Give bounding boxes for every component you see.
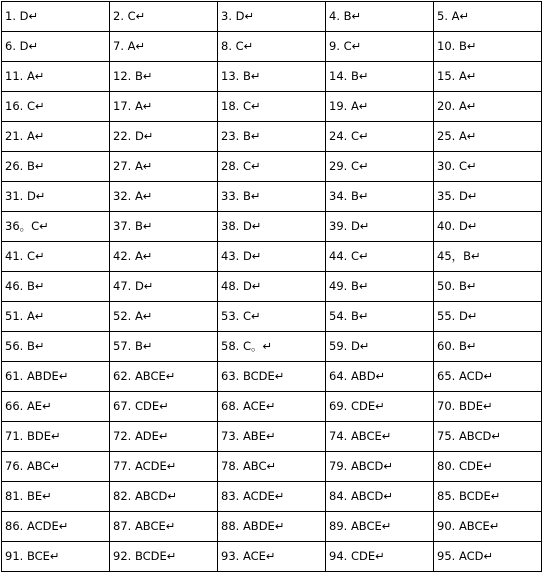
answer-cell: 83. ACDE↵ [218, 482, 326, 512]
answer-row [2, 272, 542, 302]
answer-cell: 47. D↵ [110, 272, 218, 302]
answer-cell: 71. BDE↵ [2, 422, 110, 452]
answer-key-table [1, 1, 542, 572]
answer-row [2, 482, 542, 512]
answer-cell: 62. ABCE↵ [110, 362, 218, 392]
answer-cell: 23. B↵ [218, 122, 326, 152]
answer-cell: 61. ABDE↵ [2, 362, 110, 392]
answer-cell: 35. D↵ [434, 182, 542, 212]
answer-cell: 26. B↵ [2, 152, 110, 182]
answer-cell: 21. A↵ [2, 122, 110, 152]
answer-cell: 58. C。↵ [218, 332, 326, 362]
answer-cell: 85. BCDE↵ [434, 482, 542, 512]
answer-cell: 27. A↵ [110, 152, 218, 182]
answer-row [2, 122, 542, 152]
answer-cell: 76. ABC↵ [2, 452, 110, 482]
answer-cell: 60. B↵ [434, 332, 542, 362]
answer-row [2, 152, 542, 182]
answer-cell: 59. D↵ [326, 332, 434, 362]
answer-cell: 15. A↵ [434, 62, 542, 92]
answer-row [2, 362, 542, 392]
answer-cell: 74. ABCE↵ [326, 422, 434, 452]
answer-cell: 78. ABC↵ [218, 452, 326, 482]
answer-cell: 16. C↵ [2, 92, 110, 122]
answer-cell: 2. C↵ [110, 2, 218, 32]
answer-cell: 95. ACD↵ [434, 542, 542, 572]
answer-cell: 24. C↵ [326, 122, 434, 152]
answer-cell: 93. ACE↵ [218, 542, 326, 572]
answer-cell: 66. AE↵ [2, 392, 110, 422]
answer-cell: 49. B↵ [326, 272, 434, 302]
answer-cell: 14. B↵ [326, 62, 434, 92]
answer-cell: 11. A↵ [2, 62, 110, 92]
answer-cell: 8. C↵ [218, 32, 326, 62]
answer-cell: 89. ABCE↵ [326, 512, 434, 542]
answer-cell: 34. B↵ [326, 182, 434, 212]
answer-cell: 37. B↵ [110, 212, 218, 242]
answer-row [2, 2, 542, 32]
answer-cell: 70. BDE↵ [434, 392, 542, 422]
answer-key-body [2, 2, 542, 572]
answer-cell: 84. ABCD↵ [326, 482, 434, 512]
answer-row [2, 182, 542, 212]
answer-cell: 25. A↵ [434, 122, 542, 152]
answer-cell: 73. ABE↵ [218, 422, 326, 452]
answer-cell: 3. D↵ [218, 2, 326, 32]
answer-cell: 48. D↵ [218, 272, 326, 302]
answer-cell: 57. B↵ [110, 332, 218, 362]
answer-cell: 42. A↵ [110, 242, 218, 272]
answer-row [2, 32, 542, 62]
answer-cell: 45，B↵ [434, 242, 542, 272]
answer-row [2, 422, 542, 452]
answer-cell: 13. B↵ [218, 62, 326, 92]
answer-cell: 6. D↵ [2, 32, 110, 62]
answer-cell: 88. ABDE↵ [218, 512, 326, 542]
answer-cell: 56. B↵ [2, 332, 110, 362]
answer-row [2, 242, 542, 272]
answer-cell: 28. C↵ [218, 152, 326, 182]
answer-cell: 22. D↵ [110, 122, 218, 152]
answer-cell: 33. B↵ [218, 182, 326, 212]
answer-cell: 51. A↵ [2, 302, 110, 332]
answer-cell: 75. ABCD↵ [434, 422, 542, 452]
answer-cell: 65. ACD↵ [434, 362, 542, 392]
answer-cell: 69. CDE↵ [326, 392, 434, 422]
answer-row [2, 62, 542, 92]
answer-cell: 18. C↵ [218, 92, 326, 122]
answer-cell: 12. B↵ [110, 62, 218, 92]
answer-cell: 55. D↵ [434, 302, 542, 332]
answer-cell: 90. ABCE↵ [434, 512, 542, 542]
answer-cell: 82. ABCD↵ [110, 482, 218, 512]
answer-cell: 9. C↵ [326, 32, 434, 62]
answer-cell: 20. A↵ [434, 92, 542, 122]
answer-cell: 72. ADE↵ [110, 422, 218, 452]
answer-cell: 36。C↵ [2, 212, 110, 242]
answer-row [2, 212, 542, 242]
answer-cell: 43. D↵ [218, 242, 326, 272]
answer-cell: 50. B↵ [434, 272, 542, 302]
answer-cell: 31. D↵ [2, 182, 110, 212]
answer-row [2, 392, 542, 422]
answer-row [2, 332, 542, 362]
answer-cell: 41. C↵ [2, 242, 110, 272]
answer-row [2, 452, 542, 482]
answer-cell: 87. ABCE↵ [110, 512, 218, 542]
answer-cell: 29. C↵ [326, 152, 434, 182]
answer-cell: 30. C↵ [434, 152, 542, 182]
answer-cell: 64. ABD↵ [326, 362, 434, 392]
answer-row [2, 302, 542, 332]
answer-cell: 94. CDE↵ [326, 542, 434, 572]
answer-cell: 91. BCE↵ [2, 542, 110, 572]
answer-cell: 38. D↵ [218, 212, 326, 242]
answer-cell: 80. CDE↵ [434, 452, 542, 482]
answer-cell: 63. BCDE↵ [218, 362, 326, 392]
answer-cell: 5. A↵ [434, 2, 542, 32]
answer-cell: 68. ACE↵ [218, 392, 326, 422]
answer-cell: 1. D↵ [2, 2, 110, 32]
answer-cell: 40. D↵ [434, 212, 542, 242]
answer-cell: 92. BCDE↵ [110, 542, 218, 572]
answer-row [2, 542, 542, 572]
answer-cell: 19. A↵ [326, 92, 434, 122]
answer-cell: 53. C↵ [218, 302, 326, 332]
answer-cell: 10. B↵ [434, 32, 542, 62]
answer-row [2, 92, 542, 122]
answer-cell: 54. B↵ [326, 302, 434, 332]
answer-cell: 7. A↵ [110, 32, 218, 62]
answer-cell: 86. ACDE↵ [2, 512, 110, 542]
answer-cell: 17. A↵ [110, 92, 218, 122]
answer-cell: 4. B↵ [326, 2, 434, 32]
answer-cell: 67. CDE↵ [110, 392, 218, 422]
answer-cell: 44. C↵ [326, 242, 434, 272]
answer-cell: 81. BE↵ [2, 482, 110, 512]
answer-cell: 79. ABCD↵ [326, 452, 434, 482]
answer-row [2, 512, 542, 542]
answer-cell: 32. A↵ [110, 182, 218, 212]
answer-cell: 77. ACDE↵ [110, 452, 218, 482]
answer-cell: 46. B↵ [2, 272, 110, 302]
answer-cell: 52. A↵ [110, 302, 218, 332]
answer-cell: 39. D↵ [326, 212, 434, 242]
